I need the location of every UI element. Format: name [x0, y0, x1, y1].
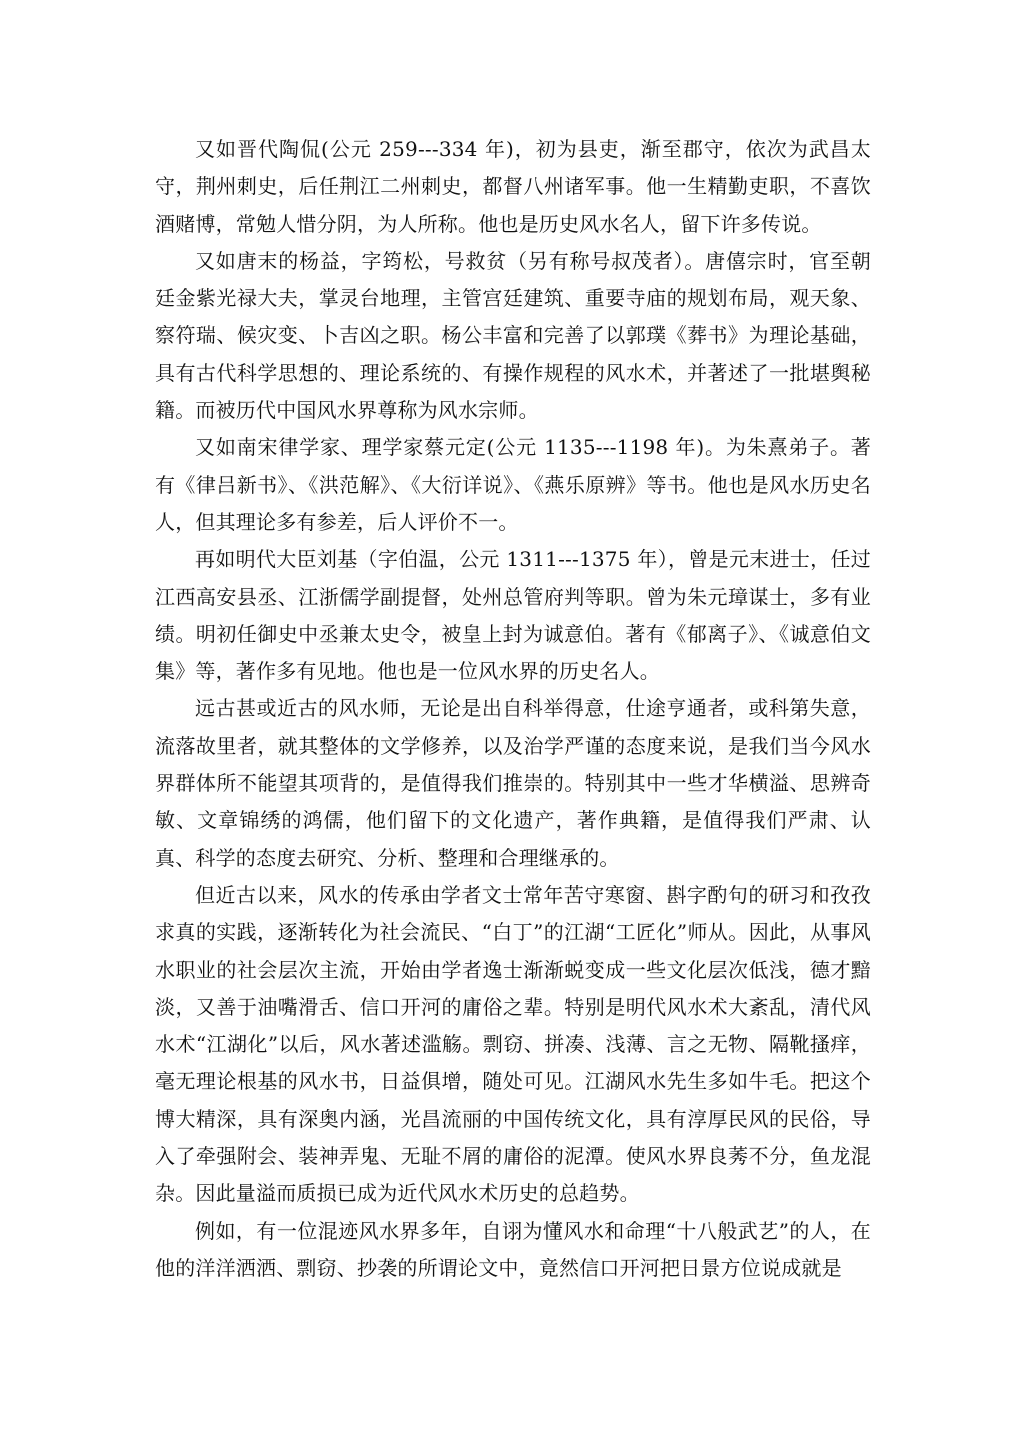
- paragraph-liu-ji: 再如明代大臣刘基（字伯温，公元 1311---1375 年），曾是元末进士，任过江西高安县丞、江浙儒学副提督，处州总管府判等职。曾为朱元璋谋士，多有业绩。明初任御史中丞兼太史令，被皇上封为诚意伯。著有《郁离子》、《诚意伯文集》等，著作多有见地。他也是一位风水界的历史名人。: [155, 547, 871, 684]
- paragraph-yang-yi: 又如唐末的杨益，字筠松，号救贫（另有称号叔茂者）。唐僖宗时，官至朝廷金紫光禄大夫，掌灵台地理，主管宫廷建筑、重要寺庙的规划布局，观天象、察符瑞、候灾变、卜吉凶之职。杨公丰富和完善了以郭璞《葬书》为理论基础，具有古代科学思想的、理论系统的、有操作规程的风水术，并著述了一批堪舆秘籍。而被历代中国风水界尊称为风水宗师。: [155, 248, 871, 423]
- paragraph-example: 例如，有一位混迹风水界多年，自诩为懂风水和命理“十八般武艺”的人，在他的洋洋洒洒、剽窃、抄袭的所谓论文中，竟然信口开河把日景方位说成就是: [155, 1218, 871, 1280]
- article-body: [155, 131, 871, 1287]
- paragraph-modern-decline: 但近古以来，风水的传承由学者文士常年苦守寒窗、斟字酌句的研习和孜孜求真的实践，逐渐转化为社会流民、“白丁”的江湖“工匠化”师从。因此，从事风水职业的社会层次主流，开始由学者逸士渐渐蜕变成一些文化层次低浅，德才黯淡，又善于油嘴滑舌、信口开河的庸俗之辈。特别是明代风水术大紊乱，清代风水术“江湖化”以后，风水著述滥觞。剽窃、拼凑、浅薄、言之无物、隔靴搔痒，毫无理论根基的风水书，日益俱增，随处可见。江湖风水先生多如牛毛。把这个博大精深，具有深奥内涵，光昌流丽的中国传统文化，具有淳厚民风的民俗，导入了牵强附会、装神弄鬼、无耻不屑的庸俗的泥潭。使风水界良莠不分，鱼龙混杂。因此量溢而质损已成为近代风水术历史的总趋势。: [155, 882, 871, 1206]
- paragraph-ancient-masters: 远古甚或近古的风水师，无论是出自科举得意，仕途亨通者，或科第失意，流落故里者，就其整体的文学修养，以及治学严谨的态度来说，是我们当今风水界群体所不能望其项背的，是值得我们推崇的。特别其中一些才华横溢、思辨奇敏、文章锦绣的鸿儒，他们留下的文化遗产，著作典籍，是值得我们严肃、认真、科学的态度去研究、分析、整理和合理继承的。: [155, 696, 871, 870]
- paragraph-tao-kan: 又如晋代陶侃(公元 259---334 年)，初为县吏，渐至郡守，依次为武昌太守，荆州刺史，后任荆江二州刺史，都督八州诸军事。他一生精勤吏职，不喜饮酒赌博，常勉人惜分阴，为人所称。他也是历史风水名人，留下许多传说。: [155, 137, 871, 236]
- paragraph-cai-yuanding: 又如南宋律学家、理学家蔡元定(公元 1135---1198 年)。为朱熹弟子。著有《律吕新书》、《洪范解》、《大衍详说》、《燕乐原辨》等书。他也是风水历史名人，但其理论多有参差，后人评价不一。: [155, 435, 871, 534]
